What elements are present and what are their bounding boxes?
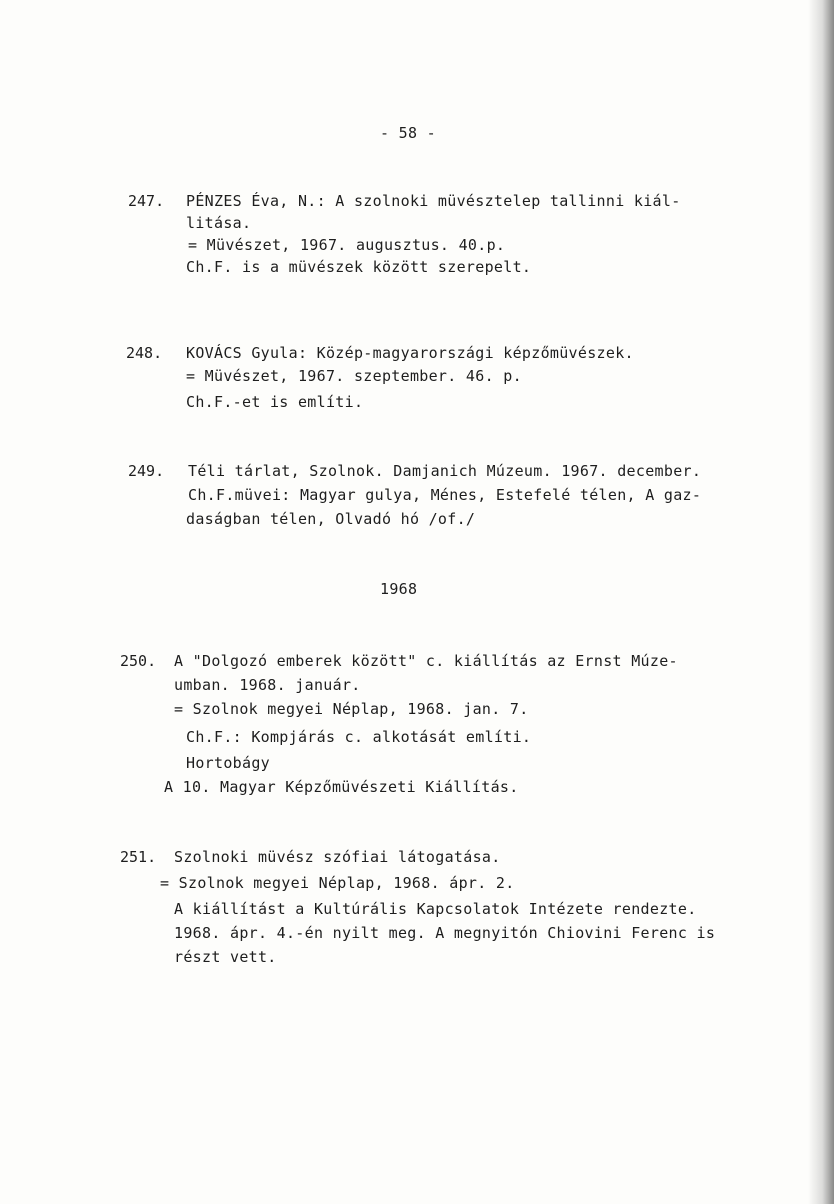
page-number: - 58 -	[380, 124, 436, 142]
entry-number-251: 251.	[120, 848, 157, 866]
entry-251-line-4: 1968. ápr. 4.-én nyilt meg. A megnyitón Chiovini Ferenc is	[174, 924, 716, 942]
page-edge-shadow	[808, 0, 834, 1204]
entry-number-248: 248.	[126, 344, 163, 362]
entry-251-line-2: = Szolnok megyei Néplap, 1968. ápr. 2.	[160, 874, 515, 892]
entry-251-line-1: Szolnoki müvész szófiai látogatása.	[174, 848, 501, 866]
entry-number-247: 247.	[128, 192, 165, 210]
entry-249-line-2: Ch.F.müvei: Magyar gulya, Ménes, Estefelé télen, A gaz-	[188, 486, 702, 504]
entry-248-line-1: KOVÁCS Gyula: Közép-magyarországi képzőmüvészek.	[186, 344, 634, 362]
entry-251-line-3: A kiállítást a Kultúrális Kapcsolatok Intézete rendezte.	[174, 900, 697, 918]
entry-number-250: 250.	[120, 652, 157, 670]
entry-250-line-4: Ch.F.: Kompjárás c. alkotását említi.	[186, 728, 532, 746]
entry-249-line-3: daságban télen, Olvadó hó /of./	[186, 510, 476, 528]
entry-248-line-3: Ch.F.-et is említi.	[186, 393, 364, 411]
entry-247-line-1: PÉNZES Éva, N.: A szolnoki müvésztelep tallinni kiál-	[186, 192, 681, 210]
year-heading: 1968	[380, 580, 418, 598]
entry-250-line-3: = Szolnok megyei Néplap, 1968. jan. 7.	[174, 700, 529, 718]
entry-248-line-2: = Müvészet, 1967. szeptember. 46. p.	[186, 367, 522, 385]
entry-249-line-1: Téli tárlat, Szolnok. Damjanich Múzeum. 1967. december.	[188, 462, 702, 480]
entry-251-line-5: részt vett.	[174, 948, 277, 966]
entry-250-line-6: A 10. Magyar Képzőmüvészeti Kiállítás.	[164, 778, 519, 796]
entry-250-line-1: A "Dolgozó emberek között" c. kiállítás az Ernst Múze-	[174, 652, 678, 670]
entry-250-line-2: umban. 1968. január.	[174, 676, 361, 694]
entry-247-line-3: = Müvészet, 1967. augusztus. 40.p.	[188, 236, 506, 254]
entry-247-line-2: litása.	[186, 214, 252, 232]
entry-number-249: 249.	[128, 462, 165, 480]
entry-247-line-4: Ch.F. is a müvészek között szerepelt.	[186, 258, 532, 276]
entry-250-line-5: Hortobágy	[186, 754, 270, 772]
